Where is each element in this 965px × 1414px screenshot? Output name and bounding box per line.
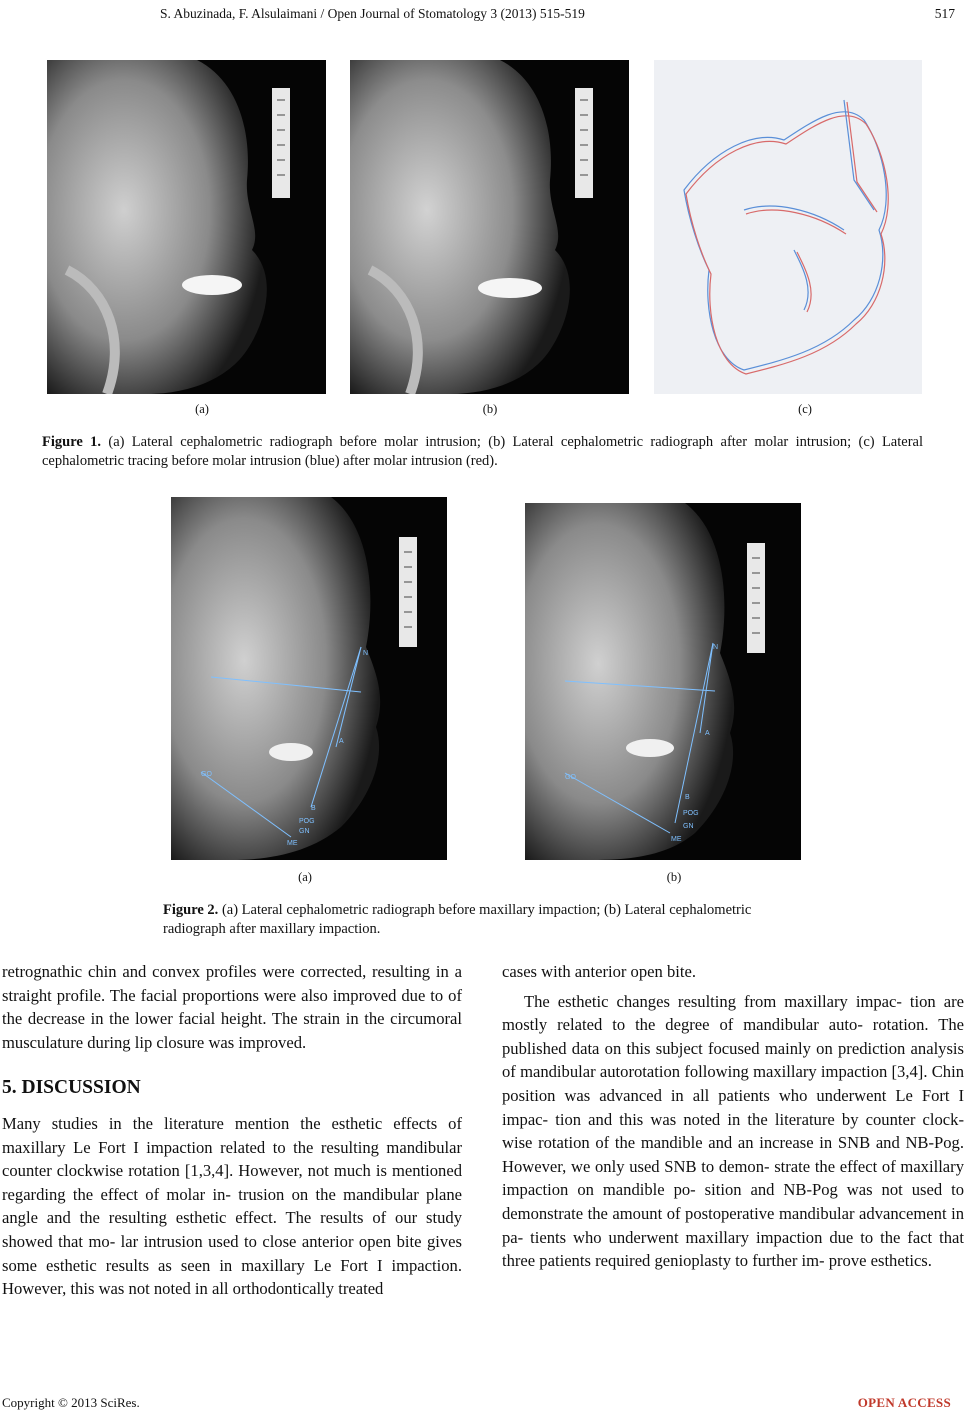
page-number: 517 [934,6,955,21]
figure2-radiograph-a [171,497,447,860]
figure2-sublabel-b: (b) [666,870,682,884]
svg-text:ME: ME [287,840,298,847]
svg-text:GN: GN [683,823,694,830]
svg-text:POG: POG [299,818,315,825]
figure1-radiograph-b [350,60,629,394]
figure1-radiograph-a [47,60,326,394]
left-paragraph-2: Many studies in the literature mention the esthetic effects of maxillary Le Fort I impaction related to the resulting mandibular counter clockwise rotation [1,3,4]. However, not much is mentioned regarding the effect of molar in- trusion on the mandibular plane angle and the resulting esthetic effect. The results of our study showed that mo- lar intrusion used to close anterior open bite gives some esthetic results as seen in maxillary Le Fort I impaction. However, this was not noted in all orthodontically treated [2,1113,462,1299]
left-paragraph-1: retrognathic chin and convex profiles were corrected, resulting in a straight profile. The facial proportions were also improved due to of the decrease in the lower facial height. The strain in the circumoral musculature during lip closure was improved. [2,962,462,1052]
figure2-caption [163,901,803,939]
svg-text:B: B [311,805,316,812]
svg-text:GO: GO [201,771,212,778]
figure1-tracing-c [654,60,922,394]
svg-text:B: B [685,794,690,801]
svg-text:N: N [713,644,719,651]
left-column [2,960,462,1301]
figure2-caption-text: (a) Lateral cephalometric radiograph before maxillary impaction; (b) Lateral cephalometric radiograph after maxillary impaction. [163,902,752,937]
figure1-caption-label: Figure 1. [42,434,102,450]
right-column [502,960,964,1273]
svg-text:GO: GO [565,774,576,781]
svg-text:POG: POG [683,810,699,817]
figure1-sublabel-a: (a) [195,402,209,416]
figure2-radiograph-b [525,503,801,860]
figure1-sublabel-c: (c) [798,402,812,416]
figure1-caption [42,433,923,471]
svg-text:ME: ME [671,836,682,843]
svg-text:GN: GN [299,828,310,835]
section-heading: 5. DISCUSSION [2,1077,141,1099]
right-paragraph-1: cases with anterior open bite. [502,962,696,981]
open-access-label: OPEN ACCESS [857,1395,951,1410]
figure1-sublabel-b: (b) [482,402,498,416]
figure2-sublabel-a: (a) [298,870,312,884]
svg-text:N: N [363,650,369,657]
running-header: S. Abuzinada, F. Alsulaimani / Open Journal of Stomatology 3 (2013) 515-519 [160,6,585,21]
svg-text:A: A [705,730,710,737]
right-paragraph-2: The esthetic changes resulting from maxillary impac- tion are mostly related to the degree of mandibular auto- rotation. The published data on this subject focused mainly on prediction analysis of mandibular autorotation following maxillary impaction [3,4]. Chin position was advanced in all patients who underwent Le Fort I impac- tion and this was noted in the literature by counter clock- wise rotation of the mandible and an increase in SNB and NB-Pog. However, we only used SNB to demon- strate the effect of maxillary impaction on mandible po- sition and NB-Pog was not used to demonstrate the amount of postoperative mandibular advancement in pa- tients who underwent maxillary impaction due to the fact that three patients required genioplasty to further im- prove esthetics. [502,991,964,1271]
copyright-notice: Copyright © 2013 SciRes. [2,1395,140,1410]
figure1-caption-text: (a) Lateral cephalometric radiograph before molar intrusion; (b) Lateral cephalometric radiograph after molar intrusion; (c) Lateral cephalometric tracing before molar intrusion (blue) after molar intrusion (red). [42,434,923,469]
figure2-caption-label: Figure 2. [163,902,219,918]
svg-text:A: A [339,738,344,745]
